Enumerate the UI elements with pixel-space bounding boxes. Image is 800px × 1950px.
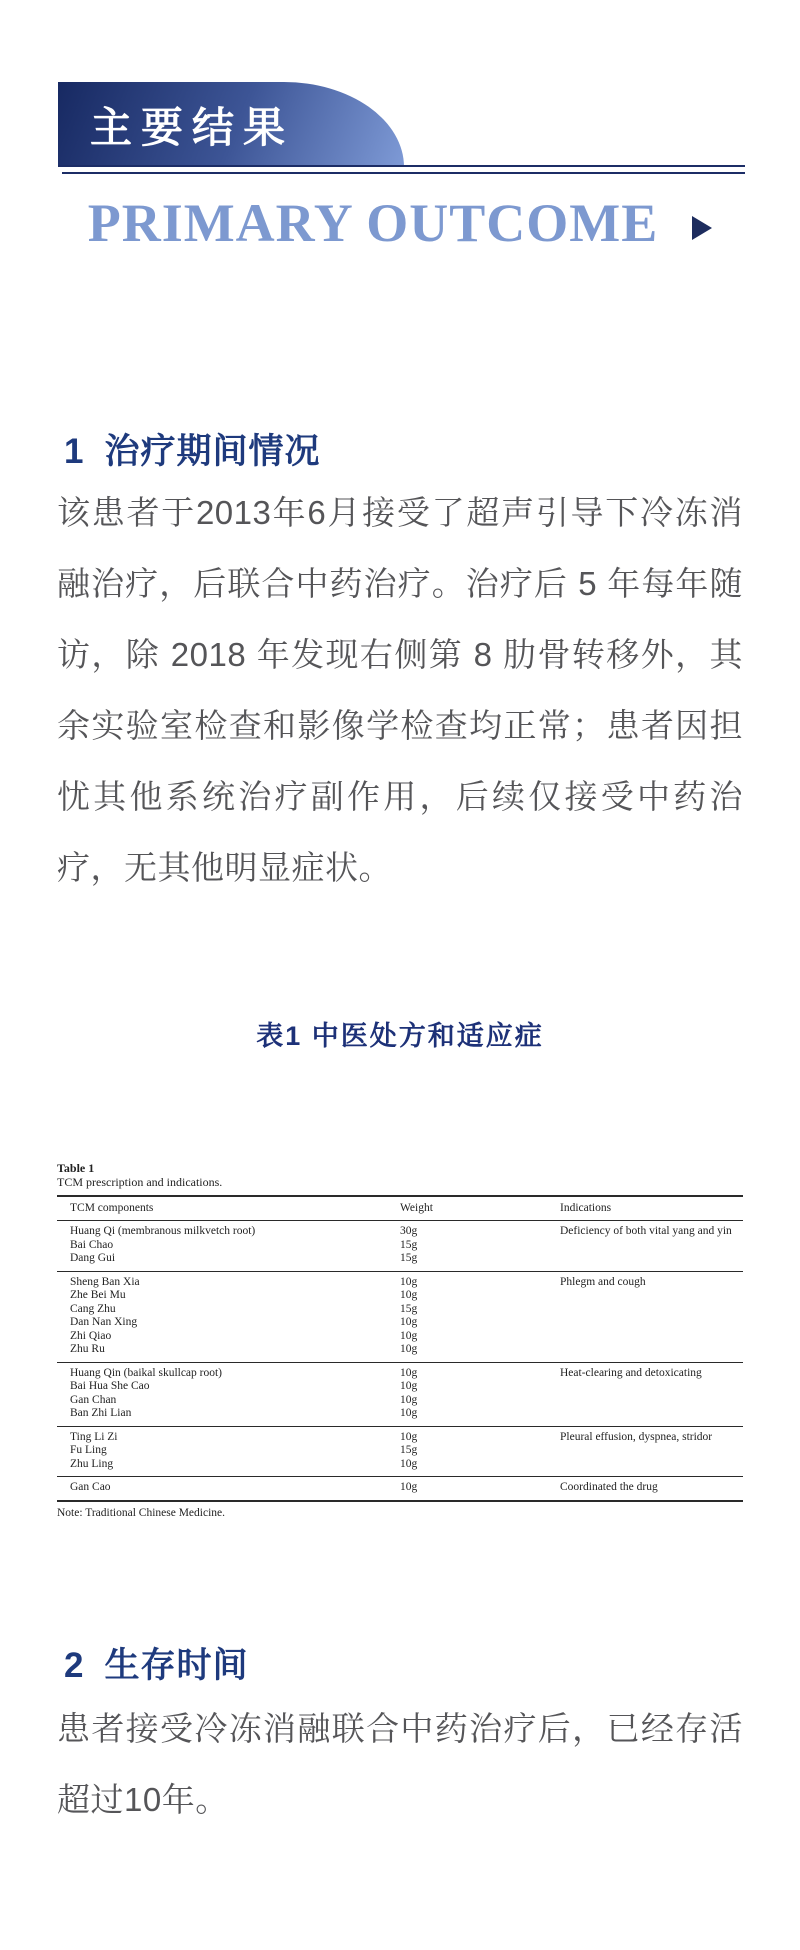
- table-row: [57, 1303, 743, 1317]
- table-cell: [560, 1343, 743, 1357]
- table-cell: Gan Cao: [70, 1481, 111, 1493]
- table-row: [57, 1394, 743, 1408]
- table-cell: [560, 1458, 743, 1472]
- table-cell: [560, 1252, 743, 1266]
- section-1-heading: [64, 424, 320, 474]
- table-cell: [560, 1444, 743, 1458]
- table-cell: Bai Hua She Cao: [70, 1380, 150, 1392]
- table-cell: Fu Ling: [70, 1444, 107, 1456]
- table-row: [57, 1239, 743, 1253]
- table-cell: Ting Li Zi: [70, 1430, 118, 1443]
- table-cell: 10g: [400, 1457, 418, 1470]
- banner-underline-top: [58, 165, 745, 167]
- section-banner: [58, 82, 404, 167]
- table-cell: [560, 1330, 743, 1344]
- primary-outcome-heading: [0, 192, 800, 254]
- arrow-right-icon: [692, 216, 712, 240]
- table-row: [57, 1481, 743, 1495]
- table-header-row: [57, 1197, 743, 1221]
- tcm-table-groups: [57, 1221, 743, 1502]
- table-row: [57, 1316, 743, 1330]
- banner-title: 主要结果: [90, 105, 295, 152]
- section-1-number: 1: [64, 432, 85, 471]
- table-cell: 10g: [400, 1481, 418, 1493]
- table-cell: Zhu Ling: [70, 1457, 114, 1470]
- banner-underline-bottom: [62, 172, 745, 174]
- table-row: [57, 1367, 743, 1381]
- table-cell: Ban Zhi Lian: [70, 1407, 132, 1419]
- section-2-heading: [64, 1638, 248, 1688]
- table-cell: 10g: [400, 1316, 418, 1328]
- table-group: [57, 1477, 743, 1502]
- table-cell: [560, 1316, 743, 1330]
- table-cell: Cang Zhu: [70, 1302, 116, 1315]
- table-row: [57, 1225, 743, 1239]
- table-cell: Phlegm and cough: [560, 1275, 646, 1288]
- table-cell: Zhu Ru: [70, 1343, 105, 1355]
- table-cell: [560, 1407, 743, 1421]
- section-1-title: 治疗期间情况: [104, 432, 321, 471]
- tcm-table-figure: [57, 1161, 743, 1520]
- table-note: Note: Traditional Chinese Medicine.: [57, 1506, 226, 1519]
- table-group: [57, 1272, 743, 1363]
- table-cell: 10g: [400, 1366, 418, 1379]
- table-cell: Pleural effusion, dyspnea, stridor: [560, 1430, 713, 1443]
- table-cell: Huang Qin (baikal skullcap root): [70, 1366, 223, 1379]
- table-cell: Zhi Qiao: [70, 1329, 112, 1342]
- table-row: [57, 1252, 743, 1266]
- table-cell: 10g: [400, 1329, 418, 1342]
- table-cell: 15g: [400, 1238, 418, 1251]
- table-cell: [560, 1394, 743, 1408]
- table-cell: 10g: [400, 1343, 418, 1355]
- section-2-paragraph: 患者接受冷冻消融联合中药治疗后，已经存活超过10年。: [57, 1710, 743, 1818]
- table-cell: 15g: [400, 1302, 418, 1315]
- table-cell: [560, 1289, 743, 1303]
- table-row: [57, 1330, 743, 1344]
- table-cell: [560, 1303, 743, 1317]
- table-cell: Zhe Bei Mu: [70, 1289, 126, 1301]
- table-header-weight: Weight: [400, 1202, 433, 1214]
- table-cell: 10g: [400, 1430, 418, 1443]
- section-2-title: 生存时间: [104, 1646, 249, 1685]
- table-cell: [560, 1380, 743, 1394]
- table-row: [57, 1380, 743, 1394]
- table-cell: Deficiency of both vital yang and yin: [560, 1225, 732, 1237]
- table-cell: 10g: [400, 1407, 418, 1419]
- table-cell: 10g: [400, 1393, 418, 1406]
- table-row: [57, 1444, 743, 1458]
- table-row: [57, 1407, 743, 1421]
- table-cell: Huang Qi (membranous milkvetch root): [70, 1225, 256, 1237]
- table-cell: 15g: [400, 1444, 418, 1456]
- table-row: [57, 1458, 743, 1472]
- section-2-number: 2: [64, 1646, 85, 1685]
- table-cell: 10g: [400, 1289, 418, 1301]
- table-cell: Dan Nan Xing: [70, 1316, 138, 1328]
- table-cell: 10g: [400, 1380, 418, 1392]
- table-cell: Sheng Ban Xia: [70, 1275, 140, 1288]
- table-group: [57, 1363, 743, 1427]
- table-cell: 15g: [400, 1252, 418, 1264]
- section-1-paragraph: 该患者于2013年6月接受了超声引导下冷冻消融治疗，后联合中药治疗。治疗后 5 年每年随访，除 2018 年发现右侧第 8 肋骨转移外，其余实验室检查和影像学检查均正常；患者因担忧其他系统治疗副作用，后续仅接受中药治疗，无其他明显症状。: [57, 494, 743, 886]
- table-row: [57, 1276, 743, 1290]
- table-caption: 表1 中医处方和适应症: [256, 1021, 544, 1051]
- primary-outcome-title: PRIMARY OUTCOME: [87, 193, 659, 253]
- table-row: [57, 1343, 743, 1357]
- table-cell: Heat-clearing and detoxicating: [560, 1366, 702, 1379]
- table-cell: Dang Gui: [70, 1252, 116, 1264]
- table-cell: 30g: [400, 1225, 418, 1237]
- table-cell: 10g: [400, 1275, 418, 1288]
- table-header-indications: Indications: [560, 1202, 612, 1214]
- table-cell: Coordinated the drug: [560, 1481, 658, 1493]
- table-cell: Gan Chan: [70, 1393, 117, 1406]
- table-row: [57, 1289, 743, 1303]
- table-title: Table 1: [57, 1161, 95, 1175]
- table-group: [57, 1221, 743, 1272]
- table-cell: Bai Chao: [70, 1238, 114, 1251]
- table-cell: [560, 1239, 743, 1253]
- table-header-components: TCM components: [70, 1202, 154, 1214]
- table-subtitle: TCM prescription and indications.: [57, 1175, 223, 1189]
- table-row: [57, 1431, 743, 1445]
- table-group: [57, 1427, 743, 1478]
